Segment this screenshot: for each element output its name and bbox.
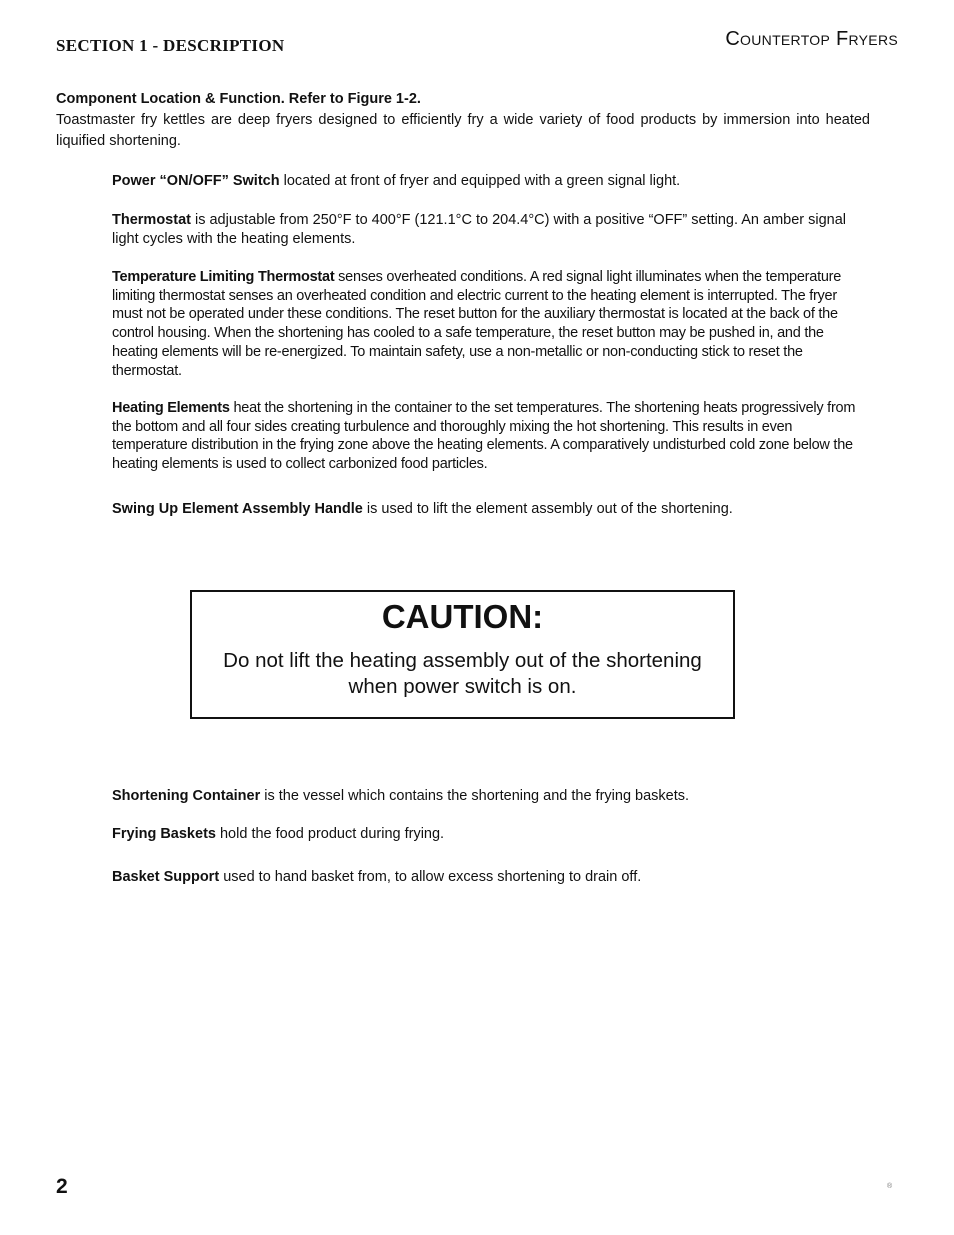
component-paragraph: [112, 211, 870, 248]
document-title: Countertop Fryers: [725, 28, 898, 50]
component-term: Temperature Limiting Thermostat: [112, 269, 335, 285]
intro-heading: Component Location & Function. Refer to Figure 1-2.: [56, 91, 421, 107]
component-paragraph: [112, 825, 870, 844]
caution-title: CAUTION:: [381, 598, 544, 635]
caution-line: Do not lift the heating assembly out of the shortening: [223, 649, 702, 672]
component-term: Frying Baskets: [112, 826, 216, 842]
component-paragraph: [112, 500, 870, 519]
component-description: is adjustable from 250°F to 400°F (121.1°C to 204.4°C) with a positive “OFF” setting. An amber signal light cycles with the heating elements.: [112, 212, 847, 247]
component-term: Heating Elements: [112, 400, 230, 416]
registered-mark: ®: [887, 1183, 893, 1190]
component-term: Basket Support: [112, 869, 220, 885]
component-paragraph: [112, 399, 870, 474]
component-description: used to hand basket from, to allow excess shortening to drain off.: [219, 869, 642, 885]
component-description: located at front of fryer and equipped with a green signal light.: [279, 173, 681, 189]
component-description: is the vessel which contains the shortening and the frying baskets.: [260, 788, 690, 804]
component-description: heat the shortening in the container to the set temperatures. The shortening heats progressively from the bottom and all four sides creating turbulence and thoroughly mixing the hot shortening. This results in even temperature distribution in the frying zone above the heating elements. A comparatively undisturbed cold zone below the heating elements is used to collect carbonized food particles.: [112, 400, 856, 473]
component-description: senses overheated conditions. A red signal light illuminates when the temperature limiting thermostat senses an overheated condition and electric current to the heating element is interrupted. The fryer must not be operated under these conditions. The reset button for the auxiliary thermostat is located at the back of the control housing. When the shortening has cooled to a safe temperature, the reset button may be pushed in, and the heating elements will be re-energized. To maintain safety, use a non-metallic or non-conducting stick to reset the thermostat.: [112, 269, 842, 379]
component-paragraph: [112, 868, 870, 887]
caution-line: when power switch is on.: [348, 675, 577, 698]
caution-box: [190, 590, 735, 719]
component-term: Thermostat: [112, 212, 191, 228]
component-term: Power “ON/OFF” Switch: [112, 173, 280, 189]
page-number: 2: [56, 1175, 68, 1198]
component-term: Shortening Container: [112, 788, 261, 804]
section-heading: SECTION 1 - DESCRIPTION: [56, 36, 285, 55]
component-description: hold the food product during frying.: [215, 826, 445, 842]
component-paragraph: [112, 787, 870, 806]
component-paragraph: [112, 268, 870, 380]
caution-message: [202, 648, 723, 700]
intro-paragraph: Toastmaster fry kettles are deep fryers designed to efficiently fry a wide variety of food products by immersion into heated liquified shortening.: [56, 112, 870, 149]
component-paragraph: [112, 172, 870, 191]
component-term: Swing Up Element Assembly Handle: [112, 501, 363, 517]
component-description: is used to lift the element assembly out of the shortening.: [362, 501, 733, 517]
